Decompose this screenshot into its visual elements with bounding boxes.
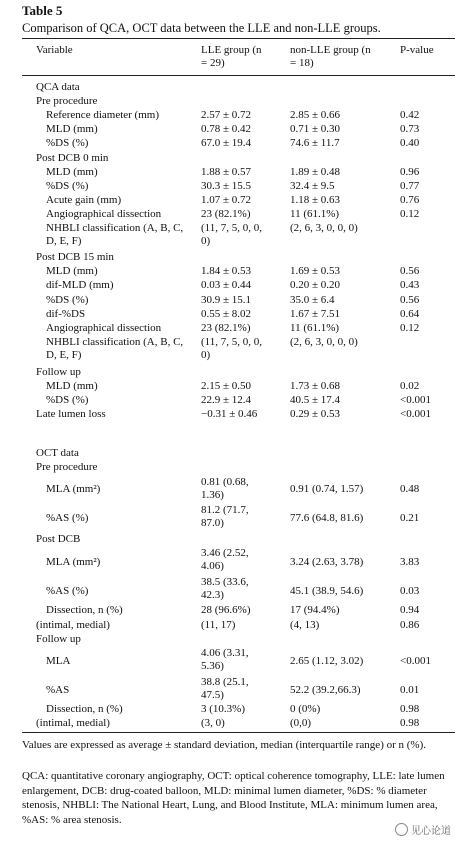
cell-variable: (intimal, medial)	[36, 717, 110, 729]
cell-variable: QCA data	[36, 81, 80, 93]
cell-variable: Late lumen loss	[36, 408, 106, 420]
table-caption: Comparison of QCA, OCT data between the LLE and non-LLE groups.	[22, 21, 381, 35]
cell-pvalue: 0.21	[400, 512, 420, 524]
cell-variable: OCT data	[36, 447, 79, 459]
cell-nonlle: 1.18 ± 0.63	[290, 194, 341, 206]
cell-variable: Post DCB 0 min	[36, 152, 109, 164]
cell-nonlle: 74.6 ± 11.7	[290, 137, 340, 149]
cell-variable: %AS	[46, 684, 70, 696]
cell-variable: Follow up	[36, 366, 81, 378]
wechat-icon	[395, 823, 408, 836]
cell-nonlle: (0,0)	[290, 717, 312, 729]
cell-variable: MLA (mm²)	[46, 483, 101, 495]
cell-nonlle: 17 (94.4%)	[290, 604, 340, 616]
cell-pvalue: 0.43	[400, 279, 420, 291]
cell-lle: 0.78 ± 0.42	[201, 123, 252, 135]
cell-variable: Pre procedure	[36, 95, 98, 107]
cell-lle: 38.5 (33.6, 42.3)	[201, 576, 249, 601]
header-pvalue: P-value	[400, 44, 434, 56]
cell-lle: 30.3 ± 15.5	[201, 180, 252, 192]
cell-pvalue: 3.83	[400, 556, 420, 568]
cell-lle: 0.03 ± 0.44	[201, 279, 252, 291]
header-rule	[22, 75, 455, 76]
cell-lle: 67.0 ± 19.4	[201, 137, 252, 149]
cell-variable: dif-%DS	[46, 308, 86, 320]
cell-pvalue: <0.001	[400, 408, 431, 420]
cell-pvalue: <0.001	[400, 394, 431, 406]
cell-lle: 81.2 (71.7, 87.0)	[201, 504, 249, 529]
cell-lle: (11, 7, 5, 0, 0, 0)	[201, 222, 263, 247]
cell-lle: (11, 7, 5, 0, 0, 0)	[201, 336, 263, 361]
cell-pvalue: 0.40	[400, 137, 420, 149]
cell-variable: MLD (mm)	[46, 380, 98, 392]
cell-pvalue: 0.77	[400, 180, 420, 192]
cell-lle: 23 (82.1%)	[201, 208, 251, 220]
cell-nonlle: 32.4 ± 9.5	[290, 180, 335, 192]
cell-variable: Angiographical dissection	[46, 322, 162, 334]
cell-nonlle: (2, 6, 3, 0, 0, 0)	[290, 336, 358, 348]
cell-pvalue: 0.12	[400, 322, 420, 334]
cell-nonlle: 1.89 ± 0.48	[290, 166, 341, 178]
cell-variable: Reference diameter (mm)	[46, 109, 159, 121]
cell-lle: 3 (10.3%)	[201, 703, 245, 715]
cell-lle: 3.46 (2.52, 4.06)	[201, 547, 249, 572]
cell-variable: MLD (mm)	[46, 123, 98, 135]
cell-variable: %AS (%)	[46, 512, 89, 524]
cell-pvalue: 0.56	[400, 294, 420, 306]
cell-variable: MLD (mm)	[46, 166, 98, 178]
cell-pvalue: 0.48	[400, 483, 420, 495]
cell-variable: Dissection, n (%)	[46, 604, 123, 616]
cell-nonlle: 0 (0%)	[290, 703, 321, 715]
cell-nonlle: 1.73 ± 0.68	[290, 380, 341, 392]
cell-nonlle: 45.1 (38.9, 54.6)	[290, 585, 364, 597]
cell-variable: %DS (%)	[46, 137, 89, 149]
cell-pvalue: <0.001	[400, 655, 431, 667]
cell-pvalue: 0.42	[400, 109, 420, 121]
cell-pvalue: 0.86	[400, 619, 420, 631]
cell-nonlle: 11 (61.1%)	[290, 208, 340, 220]
cell-lle: 4.06 (3.31, 5.36)	[201, 647, 249, 672]
cell-variable: %DS (%)	[46, 394, 89, 406]
cell-lle: 38.8 (25.1, 47.5)	[201, 676, 249, 701]
cell-variable: %DS (%)	[46, 294, 89, 306]
cell-nonlle: 3.24 (2.63, 3.78)	[290, 556, 364, 568]
cell-nonlle: 40.5 ± 17.4	[290, 394, 341, 406]
cell-pvalue: 0.64	[400, 308, 420, 320]
cell-lle: 1.07 ± 0.72	[201, 194, 252, 206]
cell-lle: 22.9 ± 12.4	[201, 394, 252, 406]
cell-variable: Angiographical dissection	[46, 208, 162, 220]
cell-variable: Acute gain (mm)	[46, 194, 122, 206]
table-label: Table 5	[22, 3, 63, 18]
cell-nonlle: 0.20 ± 0.20	[290, 279, 341, 291]
cell-nonlle: 35.0 ± 6.4	[290, 294, 335, 306]
cell-pvalue: 0.98	[400, 703, 420, 715]
cell-lle: 1.84 ± 0.53	[201, 265, 252, 277]
cell-variable: MLA (mm²)	[46, 556, 101, 568]
cell-lle: (11, 17)	[201, 619, 236, 631]
cell-nonlle: 0.29 ± 0.53	[290, 408, 341, 420]
cell-pvalue: 0.73	[400, 123, 420, 135]
watermark: 见心论道	[395, 822, 451, 837]
cell-nonlle: 2.85 ± 0.66	[290, 109, 341, 121]
cell-lle: 1.88 ± 0.57	[201, 166, 252, 178]
footnote-values: Values are expressed as average ± standard deviation, median (interquartile range) or n (%).	[22, 739, 427, 751]
cell-variable: Post DCB	[36, 533, 81, 545]
cell-nonlle: (4, 13)	[290, 619, 320, 631]
cell-lle: 23 (82.1%)	[201, 322, 251, 334]
cell-lle: 30.9 ± 15.1	[201, 294, 252, 306]
cell-lle: −0.31 ± 0.46	[201, 408, 258, 420]
cell-nonlle: 1.69 ± 0.53	[290, 265, 341, 277]
cell-lle: 2.57 ± 0.72	[201, 109, 252, 121]
cell-variable: (intimal, medial)	[36, 619, 110, 631]
cell-lle: 0.81 (0.68, 1.36)	[201, 476, 249, 501]
cell-variable: MLA	[46, 655, 71, 667]
cell-nonlle: 2.65 (1.12, 3.02)	[290, 655, 364, 667]
header-lle: LLE group (n = 29)	[201, 44, 262, 69]
footnote-abbreviations: QCA: quantitative coronary angiography, OCT: optical coherence tomography, LLE: late lumen enlargement, DCB: drug-coated balloon, MLD: minimal lumen diameter, %DS: % diameter stenosis, NHBLI: The National Heart, Lung, and Blood Institute, MLA: minimum lumen area, %AS: % area stenosis.	[22, 770, 445, 826]
cell-variable: %DS (%)	[46, 180, 89, 192]
cell-variable: Pre procedure	[36, 461, 98, 473]
cell-nonlle: 0.71 ± 0.30	[290, 123, 341, 135]
cell-pvalue: 0.03	[400, 585, 420, 597]
cell-lle: (3, 0)	[201, 717, 225, 729]
cell-nonlle: (2, 6, 3, 0, 0, 0)	[290, 222, 358, 234]
cell-pvalue: 0.02	[400, 380, 420, 392]
top-rule	[22, 38, 455, 39]
cell-nonlle: 0.91 (0.74, 1.57)	[290, 483, 364, 495]
cell-variable: NHBLI classification (A, B, C, D, E, F)	[46, 336, 184, 361]
cell-pvalue: 0.56	[400, 265, 420, 277]
cell-variable: dif-MLD (mm)	[46, 279, 114, 291]
cell-lle: 2.15 ± 0.50	[201, 380, 252, 392]
cell-variable: Dissection, n (%)	[46, 703, 123, 715]
header-nonlle: non-LLE group (n = 18)	[290, 44, 371, 69]
cell-lle: 0.55 ± 8.02	[201, 308, 252, 320]
cell-nonlle: 1.67 ± 7.51	[290, 308, 341, 320]
cell-pvalue: 0.94	[400, 604, 420, 616]
cell-pvalue: 0.01	[400, 684, 420, 696]
cell-variable: MLD (mm)	[46, 265, 98, 277]
cell-pvalue: 0.12	[400, 208, 420, 220]
cell-variable: Follow up	[36, 633, 81, 645]
cell-pvalue: 0.76	[400, 194, 420, 206]
cell-pvalue: 0.98	[400, 717, 420, 729]
cell-variable: Post DCB 15 min	[36, 251, 114, 263]
header-variable: Variable	[36, 44, 73, 56]
cell-pvalue: 0.96	[400, 166, 420, 178]
bottom-rule	[22, 732, 455, 733]
cell-variable: NHBLI classification (A, B, C, D, E, F)	[46, 222, 184, 247]
cell-nonlle: 52.2 (39.2,66.3)	[290, 684, 361, 696]
cell-lle: 28 (96.6%)	[201, 604, 251, 616]
cell-variable: %AS (%)	[46, 585, 89, 597]
cell-nonlle: 77.6 (64.8, 81.6)	[290, 512, 364, 524]
cell-nonlle: 11 (61.1%)	[290, 322, 340, 334]
